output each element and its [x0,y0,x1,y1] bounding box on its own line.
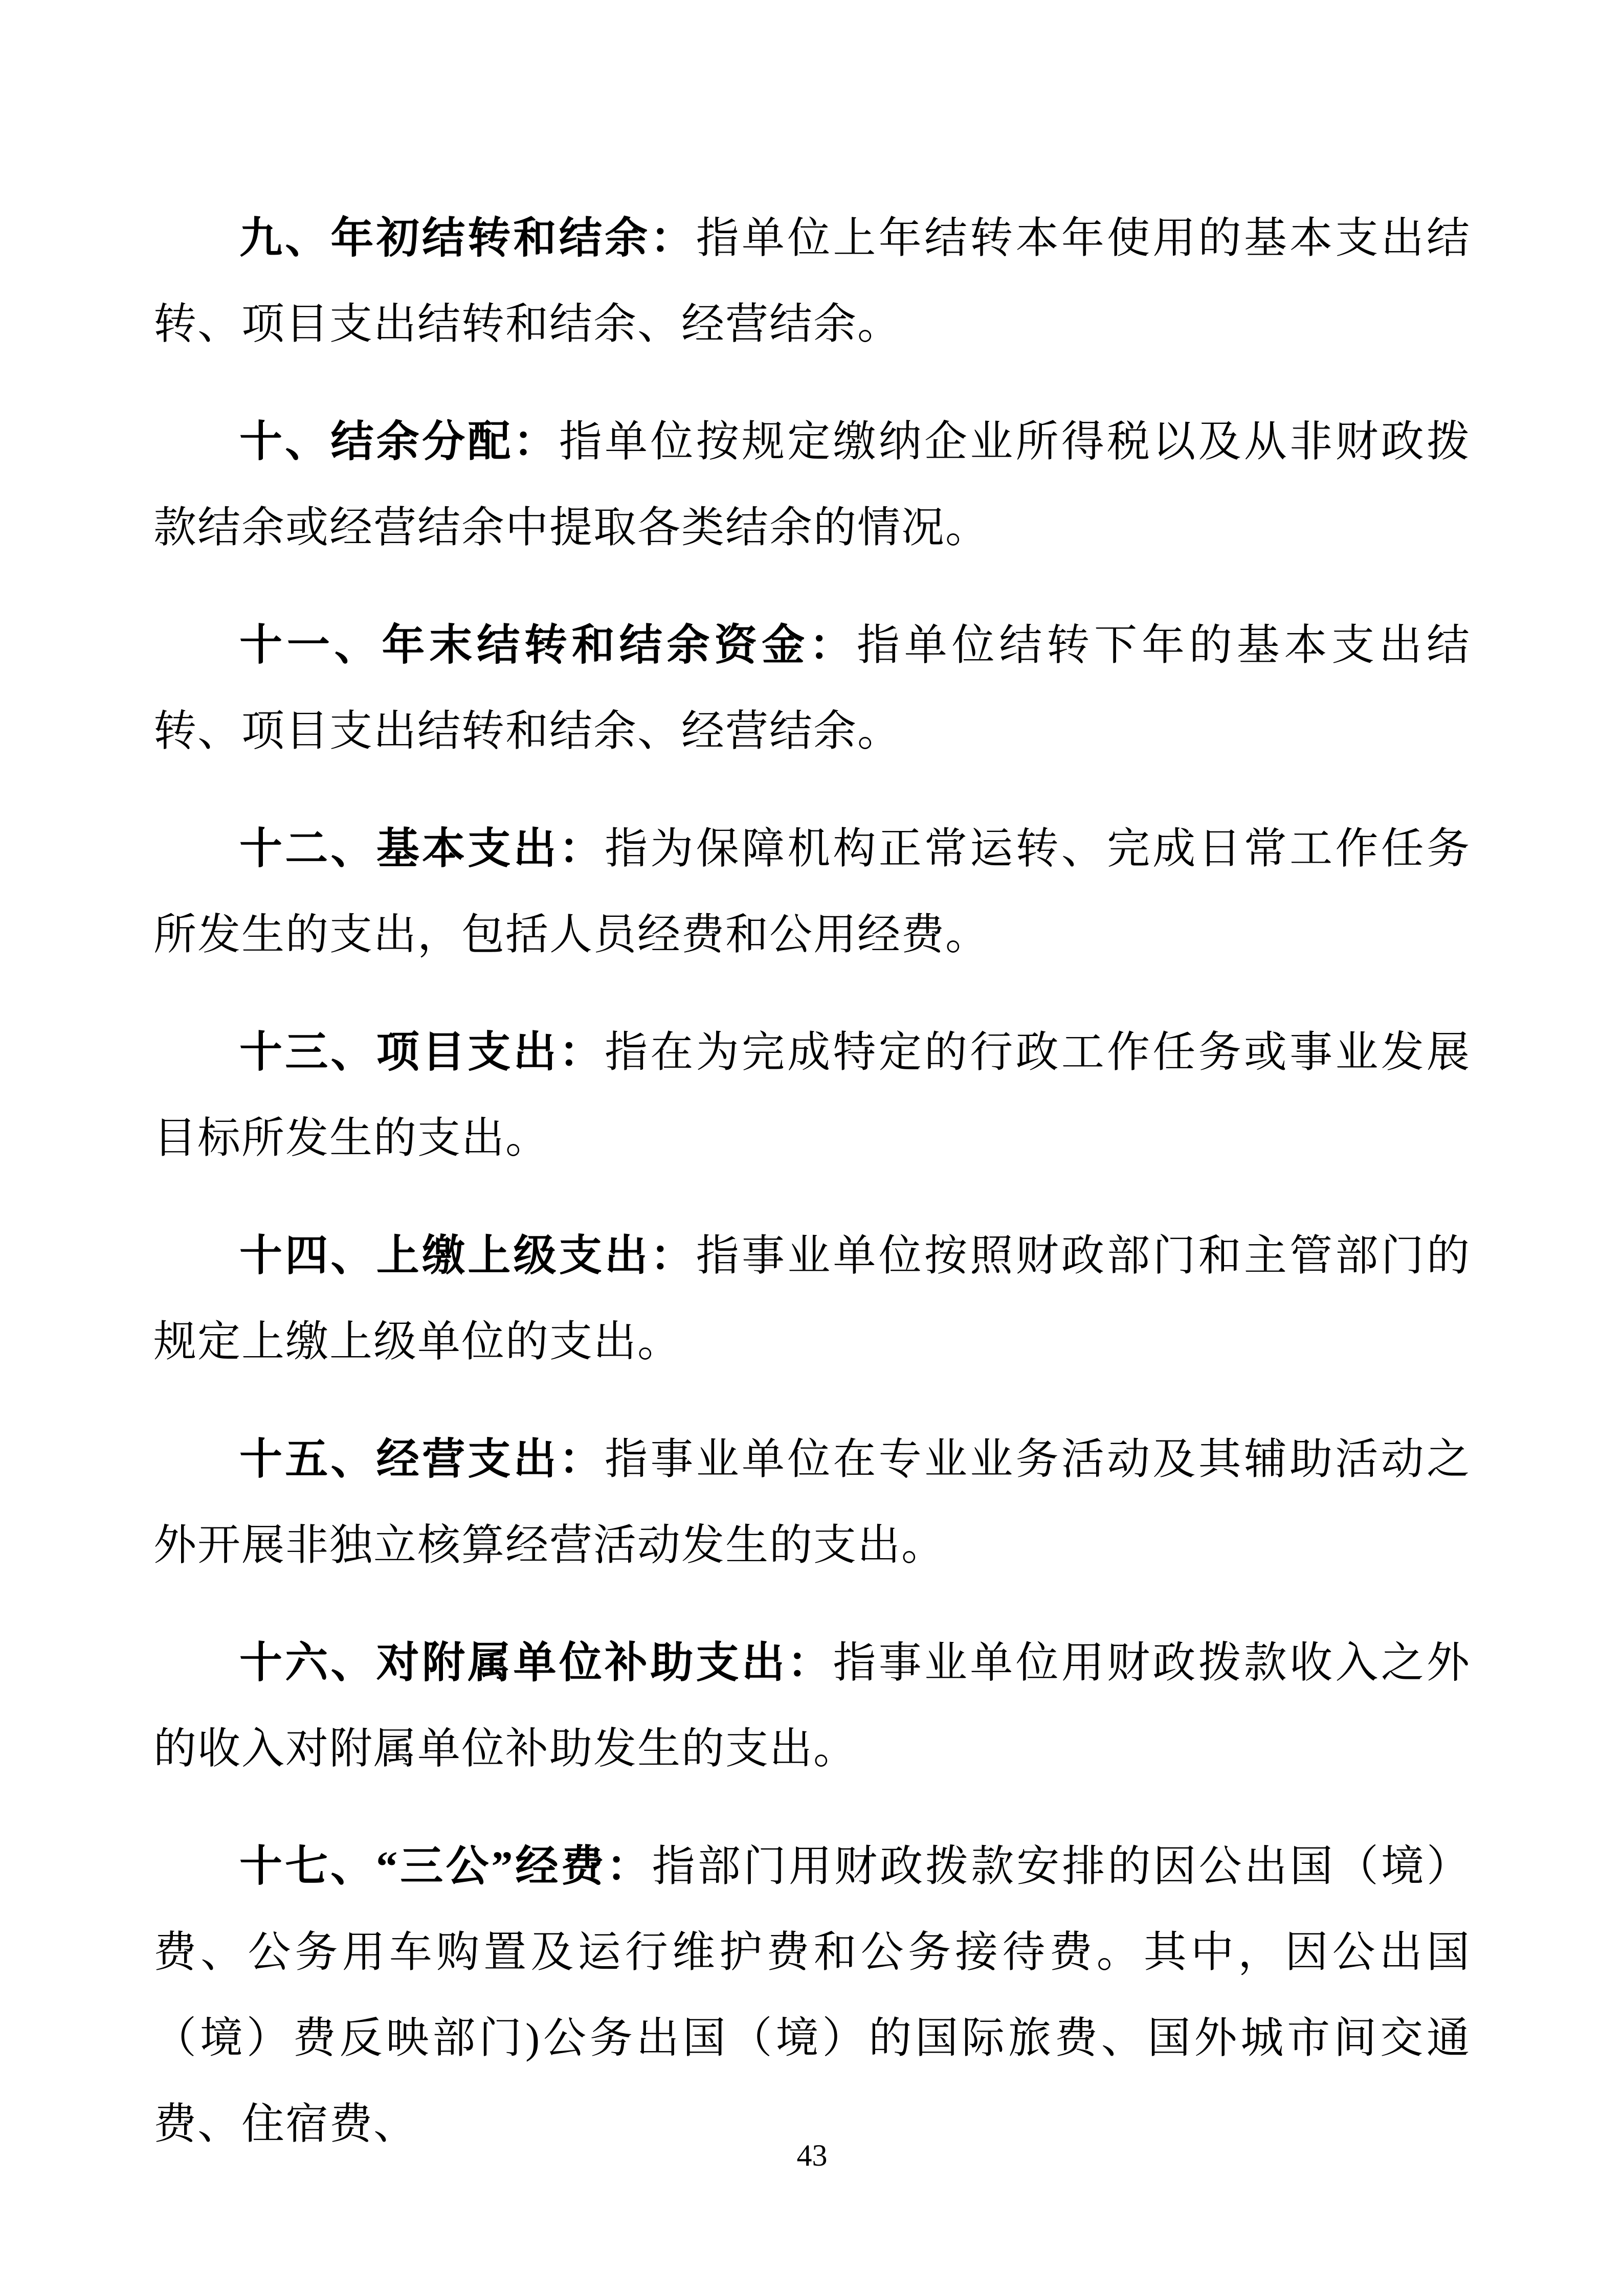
term-label: 十三、项目支出： [239,1029,605,1076]
definition-paragraph-9 [153,196,1471,368]
term-label: 十七、“三公”经费： [239,1843,652,1890]
term-label: 十六、对附属单位补助支出： [239,1639,833,1687]
definition-paragraph-13 [153,1010,1471,1182]
definition-text: 指为保障机构正常运转、完成日常工作任务所发生的支出，包括人员经费和公用经费。 [153,825,1471,959]
term-label: 十一、年末结转和结余资金： [239,622,857,669]
definition-paragraph-16 [153,1620,1471,1792]
definition-paragraph-11 [153,603,1471,775]
definition-text: 指部门用财政拨款安排的因公出国（境）费、公务用车购置及运行维护费和公务接待费。其中，因公出国（境）费反映部门)公务出国（境）的国际旅费、国外城市间交通费、住宿费、 [153,1843,1471,2148]
document-body [153,196,1471,2199]
term-label: 十、结余分配： [239,418,559,466]
definition-text: 指事业单位按照财政部门和主管部门的规定上缴上级单位的支出。 [153,1232,1471,1366]
definition-paragraph-14 [153,1213,1471,1385]
term-label: 十二、基本支出： [239,825,605,873]
definition-text: 指事业单位用财政拨款收入之外的收入对附属单位补助发生的支出。 [153,1639,1471,1773]
page-number: 43 [796,2139,828,2172]
definition-paragraph-17 [153,1824,1471,2168]
definition-text: 指单位上年结转本年使用的基本支出结转、项目支出结转和结余、经营结余。 [153,215,1471,348]
definition-text: 指单位按规定缴纳企业所得税以及从非财政拨款结余或经营结余中提取各类结余的情况。 [153,418,1471,552]
definition-paragraph-10 [153,399,1471,571]
term-label: 十四、上缴上级支出： [239,1232,696,1280]
term-label: 九、年初结转和结余： [239,215,696,262]
definition-paragraph-12 [153,806,1471,978]
definition-text: 指单位结转下年的基本支出结转、项目支出结转和结余、经营结余。 [153,622,1471,755]
definition-text: 指事业单位在专业业务活动及其辅助活动之外开展非独立核算经营活动发生的支出。 [153,1436,1471,1569]
definition-text: 指在为完成特定的行政工作任务或事业发展目标所发生的支出。 [153,1029,1471,1162]
definition-paragraph-15 [153,1417,1471,1589]
term-label: 十五、经营支出： [239,1436,605,1483]
